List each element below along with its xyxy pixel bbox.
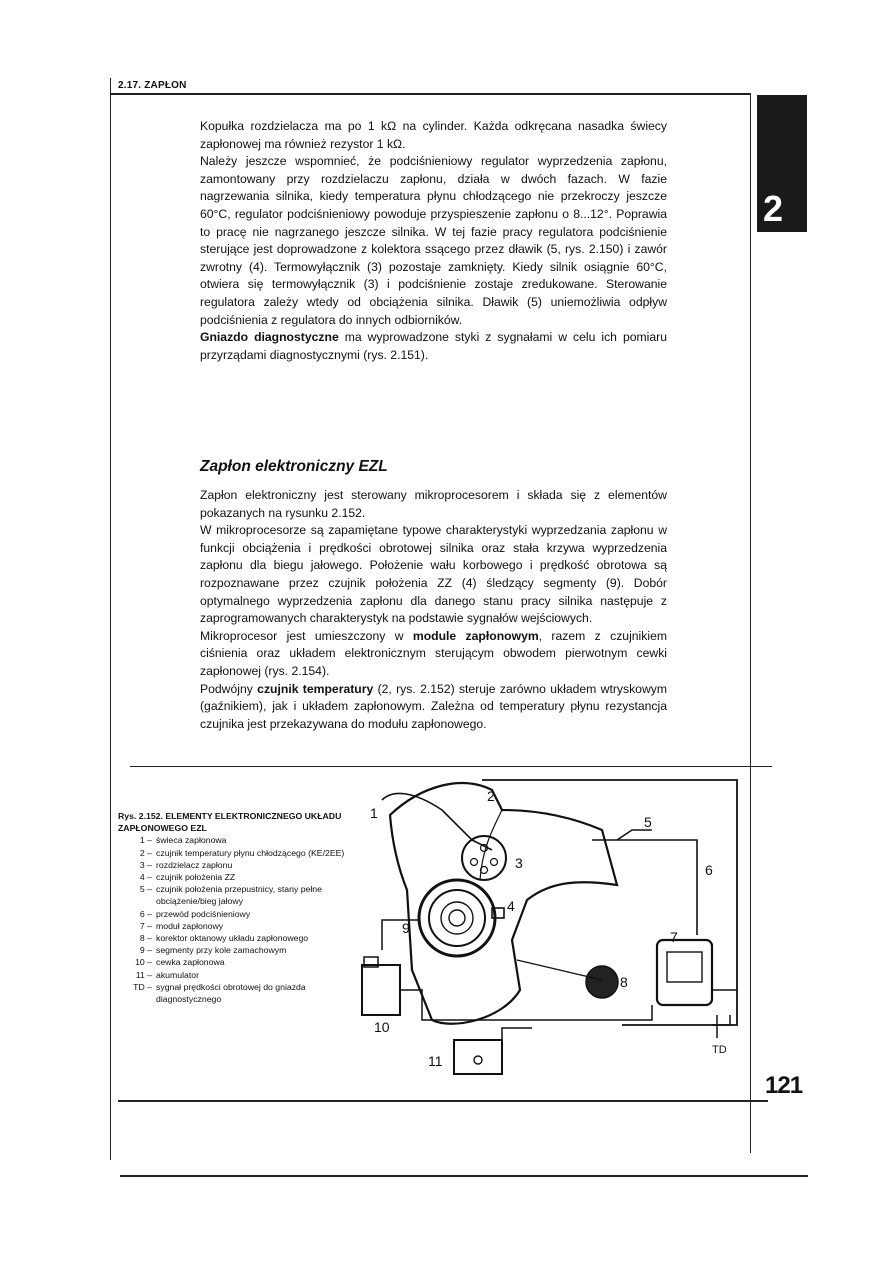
spark-plug-wire (382, 793, 492, 850)
section-label: 2.17. ZAPŁON (118, 80, 187, 91)
intro-text (200, 118, 667, 364)
callout-6: 6 (705, 862, 713, 878)
diagnostic-socket-term: Gniazdo diagnostyczne (200, 330, 339, 345)
legend-item: 7 – moduł zapłonowy (139, 920, 224, 931)
legend-item: 5 – czujnik położenia przepustnicy, stany pełne obciążenie/bieg jałowy (139, 884, 322, 907)
legend-item: 4 – czujnik położenia ZZ (139, 872, 236, 883)
ezl-p3-start: Mikroprocesor jest umieszczony w (200, 628, 413, 643)
legend-list (118, 834, 348, 1005)
ezl-p4-start: Podwójny (200, 681, 258, 696)
engine-block (390, 783, 617, 1024)
ezl-ignition-diagram (352, 770, 752, 1090)
callout-9: 9 (402, 920, 410, 936)
ezl-paragraph-2: W mikroprocesorze są zapamiętane typowe charakterystyki wyprzedzania zapłonu w funkcji obciążenia i prędkości obrotowej silnika oraz stała krzywa wyprzedzenia zapłonu dla biegu jałowego. Położenie wału korbowego i prędkość obrotowa są rozpoznawane przez czujnik położenia ZZ (4) śledzący segmenty (9). Dobór optymalnego wyprzedzenia zapłonu dla danego stanu pracy silnika następuje z zaprogramowanych charakterystyk na podstawie sygnałów wejściowych. (200, 523, 667, 626)
chapter-number: 2 (763, 188, 784, 229)
ignition-module-term: module zapłonowym (412, 628, 539, 643)
callout-10: 10 (374, 1019, 390, 1035)
caption-title: Rys. 2.152. ELEMENTY ELEKTRONICZNEGO UKŁADU ZAPŁONOWEGO EZL (118, 811, 342, 834)
ezl-p3-end: , razem z czujnikiem ciśnienia oraz układem elektronicznym sterującym obwodem pierwotnym cewki zapłonowej (rys. 2.154). (200, 628, 667, 678)
callout-4: 4 (507, 898, 515, 914)
legend-item: 8 – korektor oktanowy układu zapłonowego (139, 933, 309, 944)
ignition-coil (362, 965, 400, 1015)
ezl-p4-end: (2, rys. 2.152) steruje zarówno układem wtryskowym (gaźnikiem), jak i układem zapłonowym. Zależna od temperatury płynu rezystancja czujnika jest przekazywana do modułu zapłonowego. (200, 681, 667, 731)
ezl-paragraph-3 (200, 628, 667, 681)
callout-8: 8 (620, 974, 628, 990)
left-margin-line (110, 78, 111, 1160)
ezl-paragraph-1: Zapłon elektroniczny jest sterowany mikroprocesorem i składa się z elementów pokazanych na rysunku 2.152. (200, 488, 667, 520)
figure-caption (118, 810, 348, 1005)
legend-item: 11 – akumulator (135, 969, 199, 980)
bottom-rule (118, 1100, 768, 1102)
footer-rule (120, 1175, 808, 1177)
legend-item: 3 – rozdzielacz zapłonu (139, 859, 233, 870)
intro-paragraph-3 (200, 329, 667, 364)
battery (454, 1040, 502, 1074)
temperature-sensor-term: czujnik temperatury (257, 681, 374, 696)
octane-corrector (586, 966, 618, 998)
callout-5: 5 (644, 814, 652, 830)
intro-paragraph-2: Należy jeszcze wspomnieć, że podciśnieniowy regulator wyprzedzenia zapłonu, zamontowany przy rozdzielaczu zapłonu, działa w dwóch fazach. W fazie nagrzewania silnika, kiedy temperatura płynu chłodzącego nie przekroczy jeszcze 60°C, regulator podciśnieniowy powoduje przyspieszenie zapłonu o 8...12°. Poprawia to pracę nie nagrzanego jeszcze silnika. W tej fazie pracy regulatora podciśnienie sterujące jest doprowadzone z kolektora ssącego przez dławik (5, rys. 2.150) i zawór zwrotny (4). Termowyłącznik (3) pozostaje zamknięty. Kiedy silnik osiągnie 60°C, otwiera się termowyłącznik (3) i podciśnienie zostaje zredukowane. Sterowanie regulatora zależy wtedy od obciążenia silnika. Dławik (5) uniemożliwia odpływ podciśnienia z regulatora do innych odbiorników. (200, 154, 667, 327)
diagnostic-socket-text: ma wyprowadzone styki z sygnałami w celu ich pomiaru przyrządami diagnostycznymi (rys. 2.151). (200, 330, 667, 362)
callout-1: 1 (370, 805, 378, 821)
legend-item: 2 – czujnik temperatury płynu chłodzącego (KE/2EE) (139, 847, 345, 858)
callout-11: 11 (428, 1053, 443, 1069)
legend-item: 9 – segmenty przy kole zamachowym (139, 945, 287, 956)
legend-item: 6 – przewód podciśnieniowy (139, 908, 251, 919)
ezl-text (200, 487, 667, 733)
top-rule (110, 93, 750, 95)
ezl-paragraph-4 (200, 681, 667, 734)
callout-3: 3 (515, 855, 523, 871)
page-number: 121 (765, 1072, 803, 1099)
figure-top-rule (130, 766, 772, 767)
callout-2: 2 (487, 788, 495, 804)
section-title: Zapłon elektroniczny EZL (200, 458, 388, 475)
legend-item: 1 – świeca zapłonowa (139, 835, 227, 846)
intro-paragraph-1: Kopułka rozdzielacza ma po 1 kΩ na cylinder. Każda odkręcana nasadka świecy zapłonowej ma również rezystor 1 kΩ. (200, 119, 667, 151)
legend-item: 10 – cewka zapłonowa (135, 957, 225, 968)
ignition-module (657, 940, 712, 1005)
callout-td: TD (712, 1044, 727, 1056)
callout-7: 7 (670, 929, 678, 945)
flywheel (419, 880, 495, 956)
legend-item: TD – sygnał prędkości obrotowej do gniazda diagnostycznego (133, 981, 306, 1005)
